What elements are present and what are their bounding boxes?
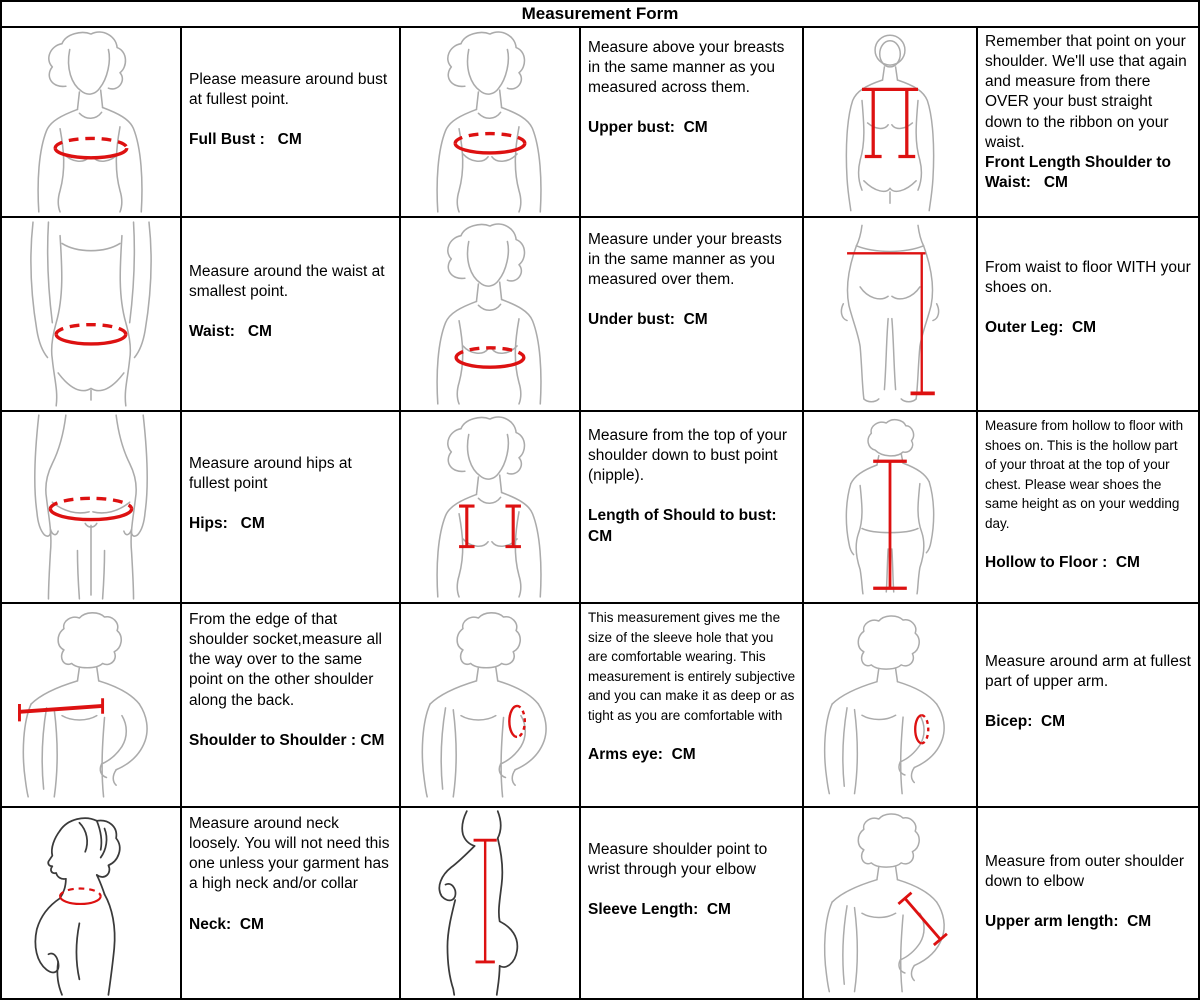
figure-shoulder-to-bust bbox=[401, 412, 581, 604]
arms-eye-description: This measurement gives me the size of the sleeve hole that you are comfortable wearing. This measurement is entirely subjective and you can make it as deep or as tight as you are comfortable with bbox=[588, 610, 796, 723]
length-shoulder-bust-label: Length of Should to bust: CM bbox=[588, 507, 786, 545]
waist-cell bbox=[182, 218, 401, 412]
hollow-to-floor-label: Hollow to Floor : CM bbox=[985, 554, 1140, 572]
figure-sleeve-length bbox=[401, 808, 581, 998]
full-bust-label: Full Bust : CM bbox=[189, 131, 302, 149]
upper-bust-cell bbox=[581, 28, 804, 218]
figure-arms-eye bbox=[401, 604, 581, 808]
arms-eye-cell bbox=[581, 604, 804, 808]
full-bust-cell bbox=[182, 28, 401, 218]
sleeve-length-cell bbox=[581, 808, 804, 998]
upper-arm-length-cell bbox=[978, 808, 1198, 998]
front-length-cell bbox=[978, 28, 1198, 218]
upper-arm-length-description: Measure from outer shoulder down to elbow bbox=[985, 853, 1185, 891]
figure-full-bust bbox=[2, 28, 182, 218]
shoulder-to-shoulder-description: From the edge of that shoulder socket,measure all the way over to the same point on the other shoulder along the back. bbox=[189, 611, 382, 709]
figure-front-length-shoulder-to-waist bbox=[804, 28, 978, 218]
full-bust-description: Please measure around bust at fullest point. bbox=[189, 71, 388, 109]
upper-bust-description: Measure above your breasts in the same manner as you measured across them. bbox=[588, 39, 785, 97]
front-length-label: Front Length Shoulder to Waist: CM bbox=[985, 153, 1176, 191]
bicep-cell bbox=[978, 604, 1198, 808]
outer-leg-description: From waist to floor WITH your shoes on. bbox=[985, 259, 1191, 297]
arms-eye-label: Arms eye: CM bbox=[588, 746, 696, 764]
waist-label: Waist: CM bbox=[189, 323, 272, 341]
shoulder-to-shoulder-cell bbox=[182, 604, 401, 808]
sleeve-length-description: Measure shoulder point to wrist through your elbow bbox=[588, 841, 768, 879]
under-bust-description: Measure under your breasts in the same manner as you measured over them. bbox=[588, 231, 782, 289]
waist-description: Measure around the waist at smallest point. bbox=[189, 263, 385, 301]
figure-bicep bbox=[804, 604, 978, 808]
neck-label: Neck: CM bbox=[189, 915, 264, 933]
hollow-to-floor-cell bbox=[978, 412, 1198, 604]
figure-hollow-to-floor bbox=[804, 412, 978, 604]
figure-neck bbox=[2, 808, 182, 998]
upper-bust-label: Upper bust: CM bbox=[588, 119, 708, 137]
figure-under-bust bbox=[401, 218, 581, 412]
under-bust-cell bbox=[581, 218, 804, 412]
hips-cell bbox=[182, 412, 401, 604]
neck-cell bbox=[182, 808, 401, 998]
figure-shoulder-to-shoulder bbox=[2, 604, 182, 808]
outer-leg-cell bbox=[978, 218, 1198, 412]
figure-waist bbox=[2, 218, 182, 412]
figure-upper-arm-length bbox=[804, 808, 978, 998]
figure-upper-bust bbox=[401, 28, 581, 218]
length-shoulder-bust-cell bbox=[581, 412, 804, 604]
shoulder-to-shoulder-label: Shoulder to Shoulder : CM bbox=[189, 731, 385, 749]
outer-leg-label: Outer Leg: CM bbox=[985, 319, 1097, 337]
hollow-to-floor-description: Measure from hollow to floor with shoes on. This is the hollow part of your throat at the top of your chest. Please wear shoes the same height as on your wedding day. bbox=[985, 418, 1184, 531]
length-shoulder-bust-description: Measure from the top of your shoulder down to bust point (nipple). bbox=[588, 427, 788, 485]
measurement-table bbox=[2, 28, 1198, 998]
hips-label: Hips: CM bbox=[189, 515, 265, 533]
neck-description: Measure around neck loosely. You will not need this one unless your garment has a high neck and/or collar bbox=[189, 815, 390, 893]
figure-outer-leg bbox=[804, 218, 978, 412]
sleeve-length-label: Sleeve Length: CM bbox=[588, 901, 731, 919]
bicep-label: Bicep: CM bbox=[985, 713, 1066, 731]
figure-hips bbox=[2, 412, 182, 604]
front-length-description: Remember that point on your shoulder. We'll use that again and measure from there OVER your bust straight down to the ribbon on your waist. bbox=[985, 33, 1187, 151]
page-title: Measurement Form bbox=[2, 2, 1198, 28]
upper-arm-length-label: Upper arm length: CM bbox=[985, 913, 1152, 931]
under-bust-label: Under bust: CM bbox=[588, 311, 708, 329]
hips-description: Measure around hips at fullest point bbox=[189, 455, 352, 493]
bicep-description: Measure around arm at fullest part of upper arm. bbox=[985, 653, 1191, 691]
